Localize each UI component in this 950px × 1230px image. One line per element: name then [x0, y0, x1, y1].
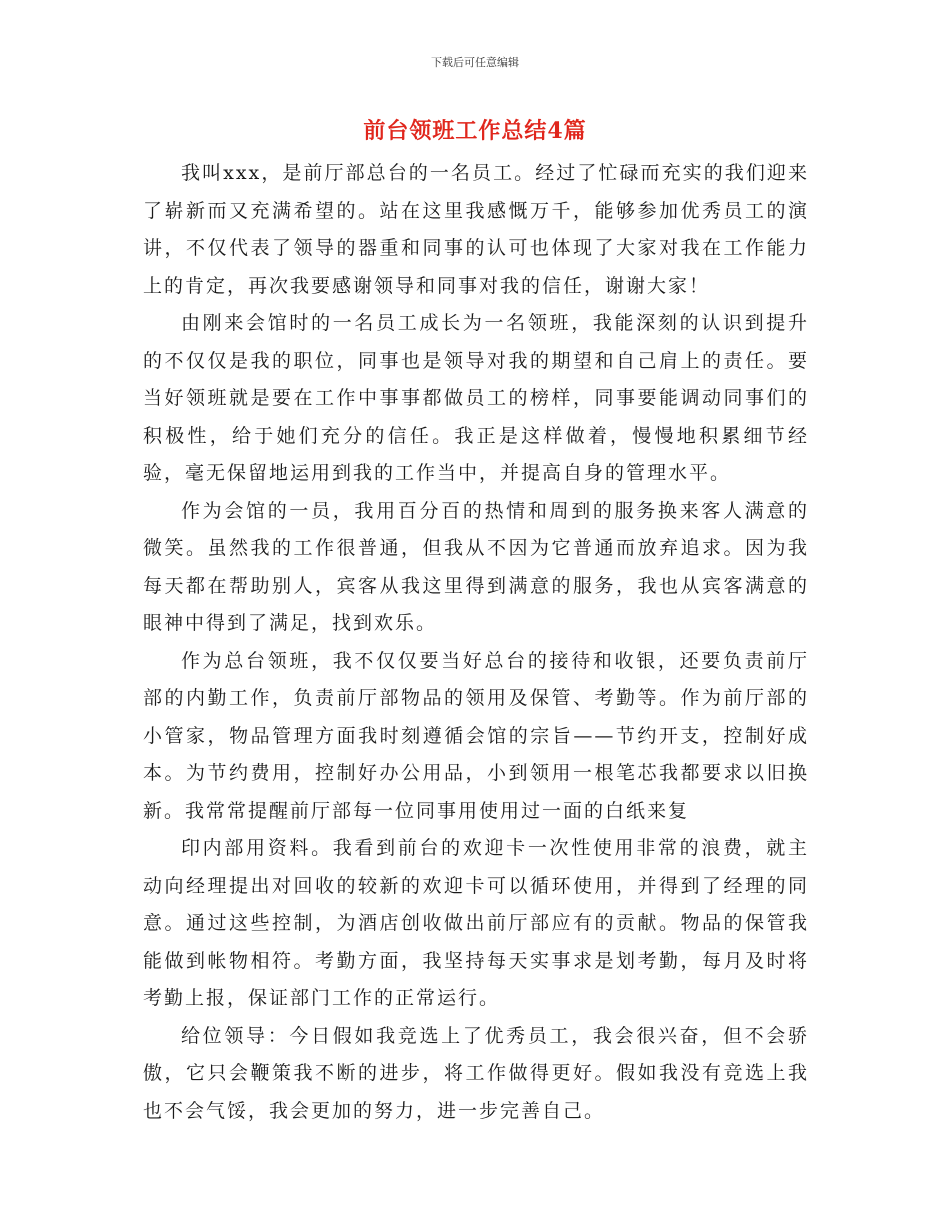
paragraph: 由刚来会馆时的一名员工成长为一名领班，我能深刻的认识到提升的不仅仅是我的职位，同事也是领导对我的期望和自己肩上的责任。要当好领班就是要在工作中事事都做员工的榜样，同事要能调动同事们的积极性，给于她们充分的信任。我正是这样做着，慢慢地积累细节经验，毫无保留地运用到我的工作当中，并提高自身的管理水平。 — [143, 312, 809, 484]
document-title: 前台领班工作总结4篇 — [363, 118, 587, 144]
paragraph: 作为总台领班，我不仅仅要当好总台的接待和收银，还要负责前厅部的内勤工作，负责前厅部物品的领用及保管、考勤等。作为前厅部的小管家，物品管理方面我时刻遵循会馆的宗旨——节约开支，控制好成本。为节约费用，控制好办公用品，小到领用一根笔芯我都要求以旧换新。我常常提醒前厅部每一位同事用使用过一面的白纸来复 — [143, 649, 809, 822]
paragraph: 给位领导：今日假如我竞选上了优秀员工，我会很兴奋，但不会骄傲，它只会鞭策我不断的进步，将工作做得更好。假如我没有竞选上我也不会气馁，我会更加的努力，进一步完善自己。 — [143, 1024, 809, 1122]
page-header-note: 下载后可任意编辑 — [431, 56, 519, 69]
paragraph: 印内部用资料。我看到前台的欢迎卡一次性使用非常的浪费，就主动向经理提出对回收的较新的欢迎卡可以循环使用，并得到了经理的同意。通过这些控制，为酒店创收做出前厅部应有的贡献。物品的保管我能做到帐物相符。考勤方面，我坚持每天实事求是划考勤，每月及时将考勤上报，保证部门工作的正常运行。 — [143, 837, 809, 1009]
document-body — [143, 155, 809, 1130]
paragraph: 我叫xxx，是前厅部总台的一名员工。经过了忙碌而充实的我们迎来了崭新而又充满希望的。站在这里我感慨万千，能够参加优秀员工的演讲，不仅代表了领导的器重和同事的认可也体现了大家对我在工作能力上的肯定，再次我要感谢领导和同事对我的信任，谢谢大家！ — [143, 162, 809, 297]
paragraph: 作为会馆的一员，我用百分百的热情和周到的服务换来客人满意的微笑。虽然我的工作很普通，但我从不因为它普通而放弃追求。因为我每天都在帮助别人，宾客从我这里得到满意的服务，我也从宾客满意的眼神中得到了满足，找到欢乐。 — [143, 499, 809, 634]
